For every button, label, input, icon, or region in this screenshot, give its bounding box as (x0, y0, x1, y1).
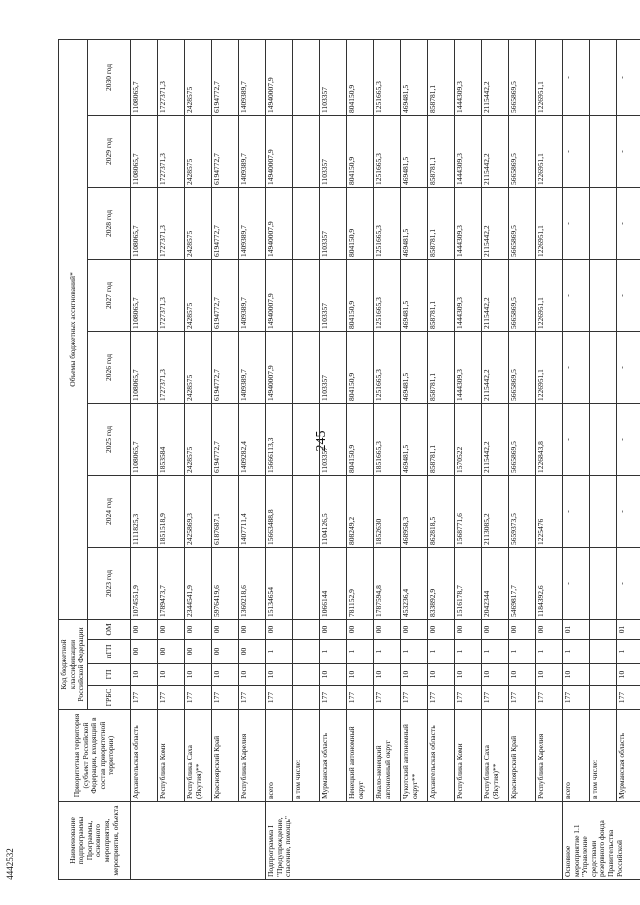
value-cell: 2115442,2 (481, 187, 508, 259)
code-cell: 00 (427, 619, 454, 639)
code-cell: 00 (130, 619, 157, 639)
value-cell (589, 187, 616, 259)
value-cell: 1226951,1 (535, 115, 562, 187)
value-cell: 1108065,7 (130, 403, 157, 475)
value-cell: 5665869,5 (508, 187, 535, 259)
value-cell: 6194772,7 (211, 115, 238, 187)
value-cell: 1111825,3 (130, 475, 157, 547)
code-cell (292, 619, 319, 639)
territory-cell: Красноярский Край (211, 710, 238, 802)
value-cell: - (562, 259, 589, 331)
code-cell (292, 640, 319, 664)
value-cell: - (616, 187, 640, 259)
value-cell: 858781,1 (427, 331, 454, 403)
value-cell: 2425869,3 (184, 475, 211, 547)
header-year: 2026 год (87, 331, 130, 403)
code-cell: 177 (427, 686, 454, 710)
value-cell: 2428575 (184, 259, 211, 331)
code-cell (292, 664, 319, 686)
value-cell: 1851518,9 (157, 475, 184, 547)
header-year: 2023 год (87, 547, 130, 619)
code-cell: 10 (400, 664, 427, 686)
value-cell: 1184392,6 (535, 547, 562, 619)
value-cell: 1251665,3 (373, 331, 400, 403)
code-cell: 01 (562, 619, 589, 639)
value-cell: 1226951,1 (535, 259, 562, 331)
code-cell: 10 (481, 664, 508, 686)
value-cell: - (562, 403, 589, 475)
value-cell (292, 39, 319, 115)
value-cell: 2428575 (184, 187, 211, 259)
code-cell: 1 (616, 640, 640, 664)
value-cell: 469481,5 (400, 403, 427, 475)
value-cell: 14940007,9 (265, 259, 292, 331)
value-cell: 2115442,2 (481, 115, 508, 187)
header-year: 2025 год (87, 403, 130, 475)
territory-cell: всего (265, 710, 292, 802)
value-cell (589, 259, 616, 331)
code-cell: 10 (130, 664, 157, 686)
territory-cell: Республика Коми (454, 710, 481, 802)
code-cell: 00 (238, 640, 265, 664)
value-cell: - (616, 475, 640, 547)
table-row (130, 39, 157, 879)
code-cell (589, 664, 616, 686)
code-cell: 10 (346, 664, 373, 686)
code-cell: 00 (373, 619, 400, 639)
header-code-col: ГП (87, 664, 130, 686)
budget-table (58, 39, 640, 880)
value-cell: 2428575 (184, 39, 211, 115)
code-cell: 00 (535, 619, 562, 639)
value-cell: 804150,9 (346, 403, 373, 475)
code-cell: 177 (238, 686, 265, 710)
value-cell: 781152,9 (346, 547, 373, 619)
code-cell (589, 640, 616, 664)
value-cell (589, 39, 616, 115)
value-cell: 1409282,4 (238, 403, 265, 475)
value-cell: 1074551,9 (130, 547, 157, 619)
territory-cell: Мурманская область (319, 710, 346, 802)
value-cell (292, 115, 319, 187)
territory-cell: Ямало-ненецкий автономный округ (373, 710, 400, 802)
value-cell: 469481,5 (400, 187, 427, 259)
code-cell: 00 (184, 640, 211, 664)
territory-cell: Архангельская область (130, 710, 157, 802)
value-cell: 15663488,8 (265, 475, 292, 547)
value-cell: - (616, 115, 640, 187)
value-cell: 1789473,7 (157, 547, 184, 619)
value-cell: 1570522 (454, 403, 481, 475)
value-cell: 14940007,9 (265, 39, 292, 115)
code-cell: 177 (481, 686, 508, 710)
value-cell: 15666113,3 (265, 403, 292, 475)
value-cell: 808249,2 (346, 475, 373, 547)
code-cell: 10 (184, 664, 211, 686)
header-year: 2030 год (87, 39, 130, 115)
value-cell: 1103357 (319, 187, 346, 259)
territory-cell: Архангельская область (427, 710, 454, 802)
table-row (562, 39, 589, 879)
value-cell: 469481,5 (400, 39, 427, 115)
value-cell (589, 403, 616, 475)
value-cell: 6194772,7 (211, 331, 238, 403)
value-cell: 1409389,7 (238, 331, 265, 403)
territory-cell: в том числе: (292, 710, 319, 802)
table-row (481, 39, 508, 879)
value-cell: - (616, 259, 640, 331)
code-cell: 00 (157, 619, 184, 639)
code-cell: 177 (562, 686, 589, 710)
value-cell: 858781,1 (427, 187, 454, 259)
header-bk-code: Код бюджетной классификации Российской Федерации (59, 619, 88, 709)
value-cell: 1444309,3 (454, 331, 481, 403)
code-cell: 10 (427, 664, 454, 686)
value-cell: 1103357 (319, 331, 346, 403)
value-cell: 1108065,7 (130, 39, 157, 115)
code-cell: 177 (373, 686, 400, 710)
value-cell: 804150,9 (346, 187, 373, 259)
table-row (319, 39, 346, 879)
territory-cell: Республика Саха (Якутия)** (481, 710, 508, 802)
value-cell: 6194772,7 (211, 187, 238, 259)
value-cell: 862818,5 (427, 475, 454, 547)
table-row (508, 39, 535, 879)
code-cell: 177 (211, 686, 238, 710)
code-cell: 1 (508, 640, 535, 664)
code-cell: 1 (535, 640, 562, 664)
code-cell: 1 (454, 640, 481, 664)
value-cell: 804150,9 (346, 259, 373, 331)
value-cell: 1851665,3 (373, 403, 400, 475)
code-cell: 10 (508, 664, 535, 686)
value-cell: 5665869,5 (508, 403, 535, 475)
value-cell: - (616, 39, 640, 115)
code-cell: 10 (238, 664, 265, 686)
code-cell: 177 (400, 686, 427, 710)
value-cell: 1108065,7 (130, 331, 157, 403)
value-cell: 1444309,3 (454, 115, 481, 187)
code-cell: 1 (562, 640, 589, 664)
territory-cell: Ненецкий автономный округ (346, 710, 373, 802)
value-cell: 6194772,7 (211, 403, 238, 475)
value-cell: 1727371,3 (157, 259, 184, 331)
code-cell (589, 686, 616, 710)
table-row (616, 39, 640, 879)
table-row (589, 39, 616, 879)
value-cell: 1251665,3 (373, 187, 400, 259)
value-cell: 1787594,8 (373, 547, 400, 619)
value-cell: 1251665,3 (373, 259, 400, 331)
territory-cell: Республика Карелия (535, 710, 562, 802)
value-cell: 2115442,2 (481, 331, 508, 403)
territory-cell: всего (562, 710, 589, 802)
code-cell: 00 (481, 619, 508, 639)
value-cell: 5659373,5 (508, 475, 535, 547)
value-cell: 1444309,3 (454, 187, 481, 259)
table-row (454, 39, 481, 879)
value-cell: 453236,4 (400, 547, 427, 619)
value-cell: 1444309,3 (454, 39, 481, 115)
value-cell: 1108065,7 (130, 115, 157, 187)
code-cell: 10 (157, 664, 184, 686)
value-cell: 15134654 (265, 547, 292, 619)
code-cell: 00 (238, 619, 265, 639)
value-cell (589, 547, 616, 619)
code-cell: 1 (265, 640, 292, 664)
value-cell: 1226951,1 (535, 187, 562, 259)
value-cell: 5469817,7 (508, 547, 535, 619)
footer-code: 4442532 (5, 848, 15, 880)
value-cell: 1409389,7 (238, 115, 265, 187)
code-cell: 10 (211, 664, 238, 686)
header-year: 2027 год (87, 259, 130, 331)
code-cell: 177 (508, 686, 535, 710)
value-cell: 5665869,5 (508, 259, 535, 331)
header-code-col: ОМ (87, 619, 130, 639)
value-cell (292, 187, 319, 259)
value-cell: 804150,9 (346, 39, 373, 115)
table-row (157, 39, 184, 879)
code-cell: 00 (265, 619, 292, 639)
code-cell: 177 (157, 686, 184, 710)
value-cell: 14940007,9 (265, 331, 292, 403)
value-cell: 1104126,5 (319, 475, 346, 547)
code-cell: 10 (265, 664, 292, 686)
territory-cell: в том числе: (589, 710, 616, 802)
code-cell: 00 (157, 640, 184, 664)
code-cell: 177 (130, 686, 157, 710)
value-cell: 1251665,3 (373, 39, 400, 115)
code-cell: 00 (508, 619, 535, 639)
value-cell: 468958,3 (400, 475, 427, 547)
value-cell: 1226843,8 (535, 403, 562, 475)
table-row (346, 39, 373, 879)
code-cell: 00 (211, 640, 238, 664)
value-cell: 1108065,7 (130, 187, 157, 259)
territory-cell: Республика Саха (Якутия)** (184, 710, 211, 802)
table-row (238, 39, 265, 879)
code-cell: 1 (319, 640, 346, 664)
value-cell: 5665869,5 (508, 39, 535, 115)
value-cell: 5665869,5 (508, 115, 535, 187)
territory-cell: Чукотский автономный округ** (400, 710, 427, 802)
code-cell: 00 (211, 619, 238, 639)
value-cell: 1103357 (319, 403, 346, 475)
value-cell: 469481,5 (400, 331, 427, 403)
code-cell: 1 (373, 640, 400, 664)
header-volumes: Объемы бюджетных ассигнований* (59, 39, 88, 619)
code-cell: 177 (454, 686, 481, 710)
code-cell: 177 (184, 686, 211, 710)
table-row (265, 39, 292, 879)
value-cell: 1103357 (319, 115, 346, 187)
value-cell: - (616, 331, 640, 403)
value-cell: 1852630 (373, 475, 400, 547)
value-cell: 1853584 (157, 403, 184, 475)
header-year: 2029 год (87, 115, 130, 187)
value-cell: 1727371,3 (157, 39, 184, 115)
code-cell (292, 686, 319, 710)
table-row (427, 39, 454, 879)
code-cell: 10 (319, 664, 346, 686)
value-cell: 2113085,2 (481, 475, 508, 547)
territory-cell: Республика Коми (157, 710, 184, 802)
value-cell: 5665869,5 (508, 331, 535, 403)
value-cell: 1407711,4 (238, 475, 265, 547)
code-cell: 177 (616, 686, 640, 710)
value-cell: 1360218,6 (238, 547, 265, 619)
code-cell: 1 (346, 640, 373, 664)
program-name: Подпрограмма I "Предупреждение, спасение, помощь" (265, 802, 562, 880)
value-cell: 2115442,2 (481, 403, 508, 475)
table-row (373, 39, 400, 879)
value-cell: 2115442,2 (481, 259, 508, 331)
page-number: 245 (314, 430, 329, 452)
value-cell: 1727371,3 (157, 187, 184, 259)
value-cell: 858781,1 (427, 259, 454, 331)
rotated-table-sheet (58, 40, 628, 880)
value-cell: - (562, 331, 589, 403)
value-cell: 1225476 (535, 475, 562, 547)
value-cell: 1226951,1 (535, 39, 562, 115)
value-cell: 1727371,3 (157, 115, 184, 187)
territory-cell: Мурманская область (616, 710, 640, 802)
table-row (184, 39, 211, 879)
value-cell: 1103357 (319, 39, 346, 115)
value-cell: 6187687,1 (211, 475, 238, 547)
value-cell: 1108065,7 (130, 259, 157, 331)
value-cell: 6194772,7 (211, 39, 238, 115)
code-cell: 00 (400, 619, 427, 639)
value-cell: 14940007,9 (265, 115, 292, 187)
table-row (535, 39, 562, 879)
code-cell: 177 (319, 686, 346, 710)
value-cell: - (562, 547, 589, 619)
value-cell: 1516178,7 (454, 547, 481, 619)
code-cell: 10 (535, 664, 562, 686)
territory-cell: Республика Карелия (238, 710, 265, 802)
value-cell: 469481,5 (400, 259, 427, 331)
value-cell: - (562, 187, 589, 259)
code-cell: 1 (400, 640, 427, 664)
header-territory: Приоритетная территория (субъект Российской Федерации, входящий в состав приоритетной территории) (59, 710, 131, 802)
code-cell: 00 (454, 619, 481, 639)
code-cell: 00 (346, 619, 373, 639)
value-cell (292, 475, 319, 547)
code-cell: 00 (184, 619, 211, 639)
code-cell: 00 (130, 640, 157, 664)
table-row (400, 39, 427, 879)
value-cell: 1251665,3 (373, 115, 400, 187)
code-cell: 177 (535, 686, 562, 710)
value-cell: 1409389,7 (238, 259, 265, 331)
value-cell: 1409389,7 (238, 187, 265, 259)
value-cell: - (616, 403, 640, 475)
value-cell: 1103357 (319, 259, 346, 331)
value-cell: 858781,1 (427, 403, 454, 475)
value-cell (292, 259, 319, 331)
value-cell: 2428575 (184, 403, 211, 475)
value-cell (589, 475, 616, 547)
table-row (292, 39, 319, 879)
value-cell: 2115442,2 (481, 39, 508, 115)
code-cell (589, 619, 616, 639)
value-cell: 1409389,7 (238, 39, 265, 115)
header-year: 2028 год (87, 187, 130, 259)
value-cell: - (562, 115, 589, 187)
value-cell: 804150,9 (346, 331, 373, 403)
value-cell: - (562, 475, 589, 547)
value-cell: 858781,1 (427, 115, 454, 187)
value-cell: 2042344 (481, 547, 508, 619)
program-name (130, 802, 265, 880)
header-name: Наименование подпрограммы Программы, основного мероприятия, мероприятия, объекта (59, 802, 131, 880)
code-cell: 01 (616, 619, 640, 639)
value-cell: 1066144 (319, 547, 346, 619)
value-cell: 14940007,9 (265, 187, 292, 259)
value-cell: 1568771,6 (454, 475, 481, 547)
code-cell: 177 (346, 686, 373, 710)
value-cell: 2428575 (184, 115, 211, 187)
code-cell: 10 (373, 664, 400, 686)
value-cell: 2428575 (184, 331, 211, 403)
value-cell (589, 331, 616, 403)
value-cell: 5976419,6 (211, 547, 238, 619)
value-cell: 1444309,3 (454, 259, 481, 331)
value-cell: 833892,9 (427, 547, 454, 619)
header-code-col: пГП (87, 640, 130, 664)
value-cell: 858781,1 (427, 39, 454, 115)
code-cell: 00 (319, 619, 346, 639)
value-cell (292, 403, 319, 475)
value-cell: 804150,9 (346, 115, 373, 187)
value-cell: 2344541,9 (184, 547, 211, 619)
value-cell: 1727371,3 (157, 331, 184, 403)
territory-cell: Красноярский Край (508, 710, 535, 802)
value-cell: - (616, 547, 640, 619)
header-code-col: ГРБС (87, 686, 130, 710)
code-cell: 10 (616, 664, 640, 686)
program-name: Основное мероприятие 1.1 "Управление средствами резервного фонда Правительства Российской (562, 802, 640, 880)
code-cell: 10 (562, 664, 589, 686)
value-cell: 1226951,1 (535, 331, 562, 403)
code-cell: 177 (265, 686, 292, 710)
value-cell (292, 547, 319, 619)
value-cell: 469481,5 (400, 115, 427, 187)
code-cell: 1 (481, 640, 508, 664)
value-cell: 6194772,7 (211, 259, 238, 331)
value-cell (292, 331, 319, 403)
code-cell: 1 (427, 640, 454, 664)
value-cell (589, 115, 616, 187)
header-year: 2024 год (87, 475, 130, 547)
table-row (211, 39, 238, 879)
value-cell: - (562, 39, 589, 115)
code-cell: 10 (454, 664, 481, 686)
